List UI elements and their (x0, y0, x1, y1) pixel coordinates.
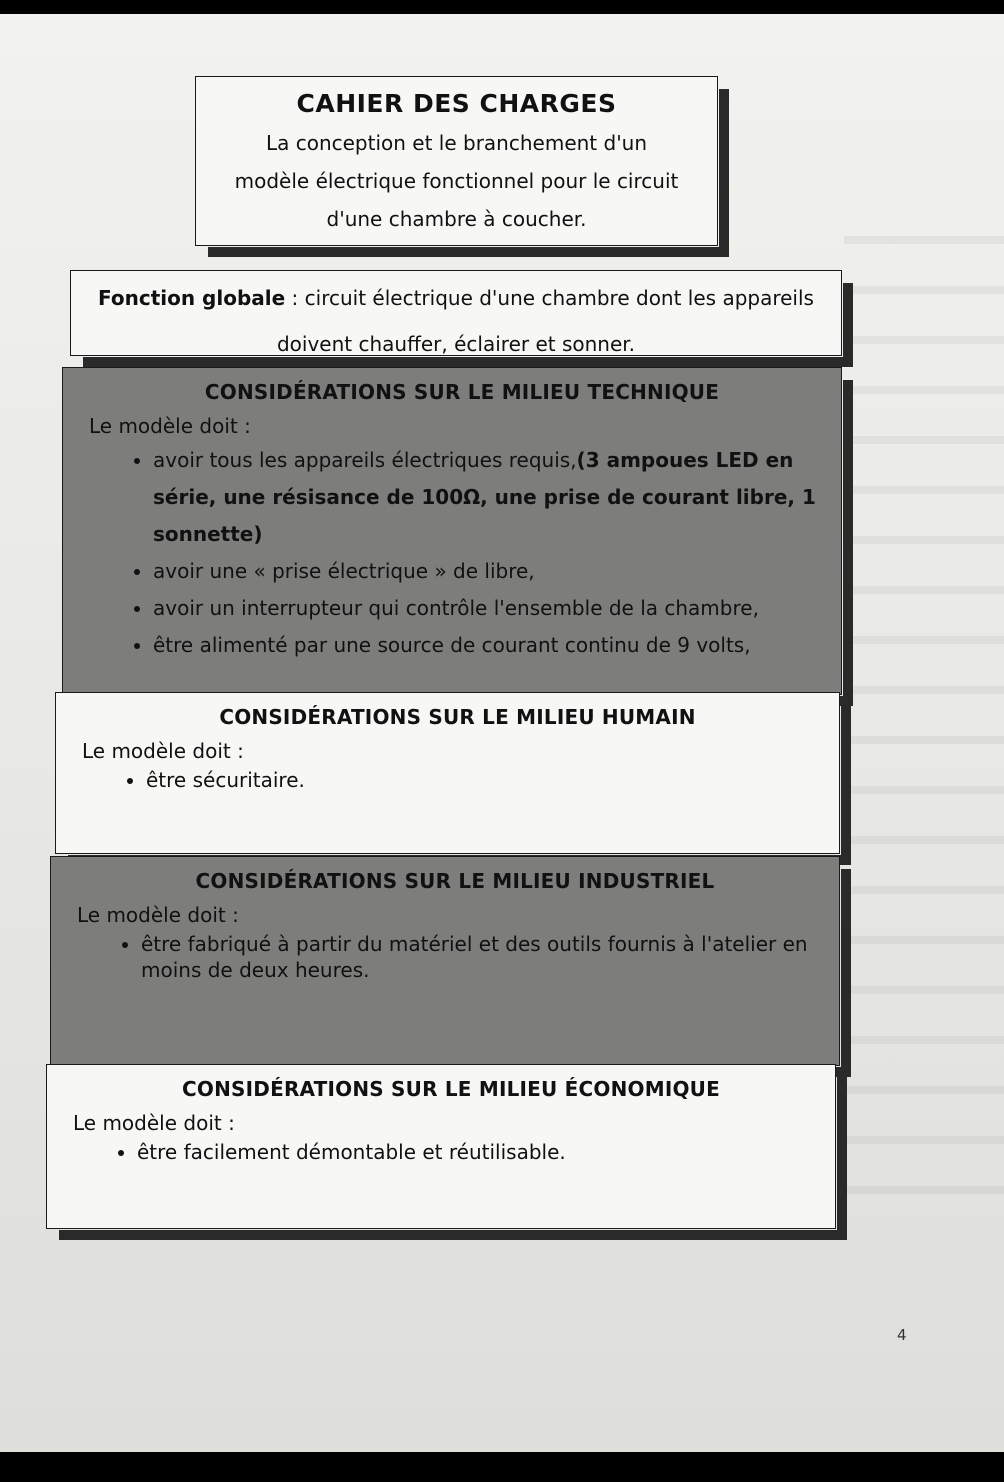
bleed-through-text (844, 194, 1004, 1194)
fonction-globale-text: : circuit électrique d'une chambre dont les appareils (285, 286, 814, 310)
humain-heading: CONSIDÉRATIONS SUR LE MILIEU HUMAIN (219, 705, 696, 729)
technique-item-3: • avoir un interrupteur qui contrôle l'ensemble de la chambre, (153, 590, 841, 627)
technique-heading: CONSIDÉRATIONS SUR LE MILIEU TECHNIQUE (204, 380, 720, 404)
technique-intro: Le modèle doit : (89, 414, 251, 438)
page-number: 4 (897, 1326, 907, 1344)
fonction-globale-line-1 (71, 271, 841, 317)
economique-item-1: • être facilement démontable et réutilisable. (137, 1139, 835, 1165)
technique-item-2: • avoir une « prise électrique » de libre, (153, 553, 841, 590)
humain-intro: Le modèle doit : (82, 739, 244, 763)
title-line-1: La conception et le branchement d'un (265, 131, 648, 155)
technique-item-1 (153, 442, 841, 553)
document-title: CAHIER DES CHARGES (296, 89, 617, 118)
fonction-globale-label: Fonction globale (98, 286, 286, 310)
technique-item-4: • être alimenté par une source de courant continu de 9 volts, (153, 627, 841, 664)
title-line-2: modèle électrique fonctionnel pour le circuit (234, 169, 679, 193)
industriel-heading: CONSIDÉRATIONS SUR LE MILIEU INDUSTRIEL (195, 869, 715, 893)
humain-list (76, 767, 839, 793)
fonction-globale-box (70, 270, 842, 356)
document-page (0, 14, 1004, 1452)
industriel-section (50, 856, 840, 1066)
humain-item-1: • être sécuritaire. (146, 767, 839, 793)
title-box (195, 76, 718, 246)
technique-section (62, 367, 842, 695)
technique-item-1-detail: (3 ampoues LED en série, une résisance de 100Ω, une prise de courant libre, 1 sonnette) (153, 448, 816, 546)
technique-item-1-text: avoir tous les appareils électriques requis, (153, 448, 577, 472)
industriel-list (71, 931, 839, 983)
economique-intro: Le modèle doit : (73, 1111, 235, 1135)
fonction-globale-line-2: doivent chauffer, éclairer et sonner. (276, 332, 636, 356)
technique-list (83, 442, 841, 664)
industriel-item-1: • être fabriqué à partir du matériel et des outils fournis à l'atelier en moins de deux heures. (141, 931, 839, 983)
economique-list (67, 1139, 835, 1165)
humain-section (55, 692, 840, 854)
title-line-3: d'une chambre à coucher. (326, 207, 587, 231)
industriel-intro: Le modèle doit : (77, 903, 239, 927)
economique-section (46, 1064, 836, 1229)
economique-heading: CONSIDÉRATIONS SUR LE MILIEU ÉCONOMIQUE (182, 1077, 720, 1101)
